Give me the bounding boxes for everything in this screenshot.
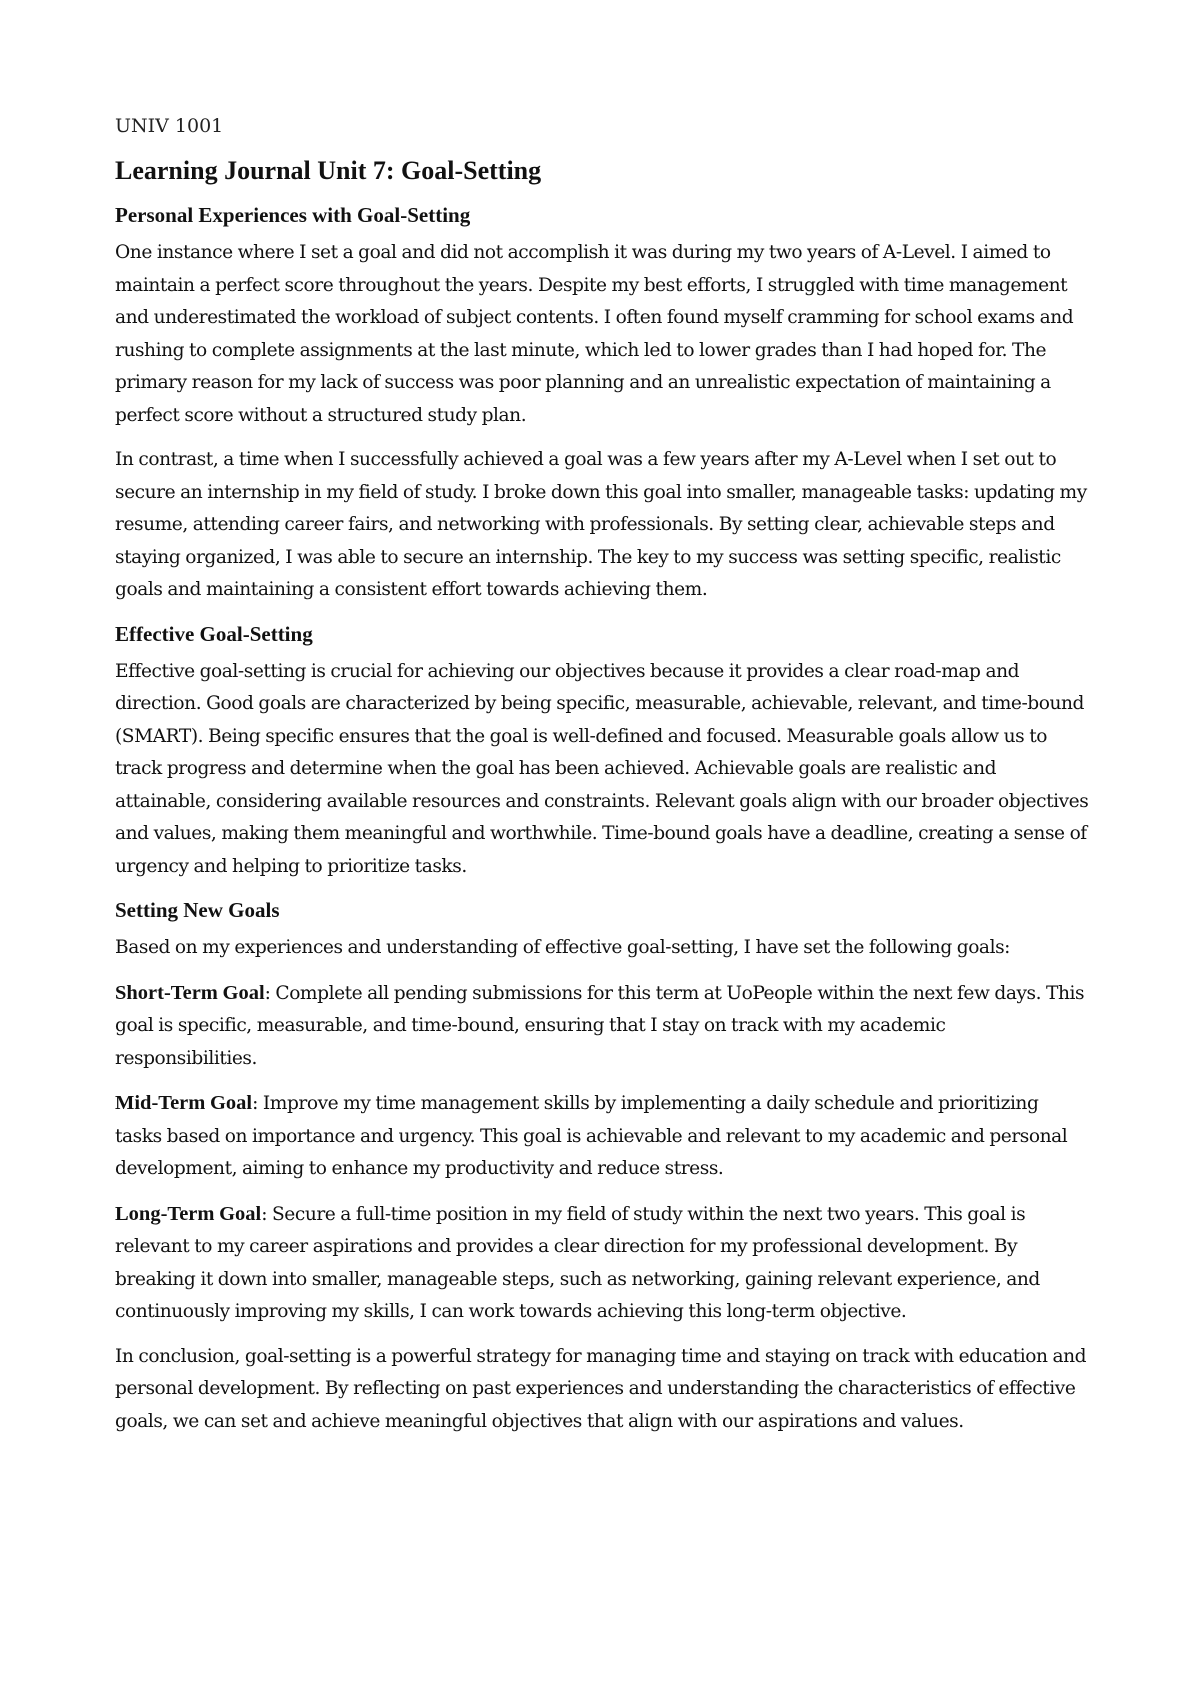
section-heading-effective-goal-setting: Effective Goal-Setting (115, 621, 313, 646)
mid-term-goal-label: Mid-Term Goal (115, 1092, 253, 1114)
document-page (115, 112, 1090, 1450)
section-heading-personal-experiences: Personal Experiences with Goal-Setting (115, 203, 471, 227)
paragraph-goals-intro: Based on my experiences and understanding of effective goal-setting, I have set the following goals: (115, 937, 1010, 958)
section-heading-setting-new-goals: Setting New Goals (115, 898, 280, 922)
course-code: UNIV 1001 (115, 115, 224, 137)
mid-term-goal (115, 1087, 1090, 1186)
short-term-goal-text: : Complete all pending submissions for this term at UoPeople within the next few days. This goal is specific, measurable, and time-bound, ensuring that I stay on track with my academic responsibilities. (115, 982, 1085, 1069)
long-term-goal-text: : Secure a full-time position in my field of study within the next two years. This goal is relevant to my career aspirations and provides a clear direction for my professional development. By breaking it down into smaller, manageable steps, such as networking, gaining relevant experience, and continuously improving my skills, I can work towards achieving this long-term objective. (115, 1203, 1040, 1322)
long-term-goal-label: Long-Term Goal (115, 1202, 262, 1225)
long-term-goal (115, 1198, 1090, 1329)
paragraph-achieved-goal: In contrast, a time when I successfully achieved a goal was a few years after my A-Level when I set out to secure an internship in my field of study. I broke down this goal into smaller, manageable tasks: updating my resume, attending career fairs, and networking with professionals. By setting clear, achievable steps and staying organized, I was able to secure an internship. The key to my success was setting specific, realistic goals and maintaining a consistent effort towards achieving them. (115, 449, 1087, 600)
paragraph-failed-goal: One instance where I set a goal and did not accomplish it was during my two years of A-Level. I aimed to maintain a perfect score throughout the years. Despite my best efforts, I struggled with time management and underestimated the workload of subject contents. I often found myself cramming for school exams and rushing to complete assignments at the last minute, which led to lower grades than I had hoped for. The primary reason for my lack of success was poor planning and an unrealistic expectation of maintaining a perfect score without a structured study plan. (115, 242, 1074, 426)
short-term-goal (115, 977, 1090, 1076)
short-term-goal-label: Short-Term Goal (115, 981, 265, 1004)
mid-term-goal-text: : Improve my time management skills by implementing a daily schedule and prioritizing tasks based on importance and urgency. This goal is achievable and relevant to my academic and personal development, aiming to enhance my productivity and reduce stress. (115, 1093, 1068, 1179)
document-title: Learning Journal Unit 7: Goal-Setting (115, 156, 542, 185)
paragraph-smart-goals: Effective goal-setting is crucial for achieving our objectives because it provides a clear road-map and direction. Good goals are characterized by being specific, measurable, achievable, relevant, and time-bound (SMART). Being specific ensures that the goal is well-defined and focused. Measurable goals allow us to track progress and determine when the goal has been achieved. Achievable goals are realistic and attainable, considering available resources and constraints. Relevant goals align with our broader objectives and values, making them meaningful and worthwhile. Time-bound goals have a deadline, creating a sense of urgency and helping to prioritize tasks. (115, 660, 1089, 877)
paragraph-conclusion: In conclusion, goal-setting is a powerful strategy for managing time and staying on track with education and personal development. By reflecting on past experiences and understanding the characteristics of effective goals, we can set and achieve meaningful objectives that align with our aspirations and values. (115, 1345, 1087, 1432)
